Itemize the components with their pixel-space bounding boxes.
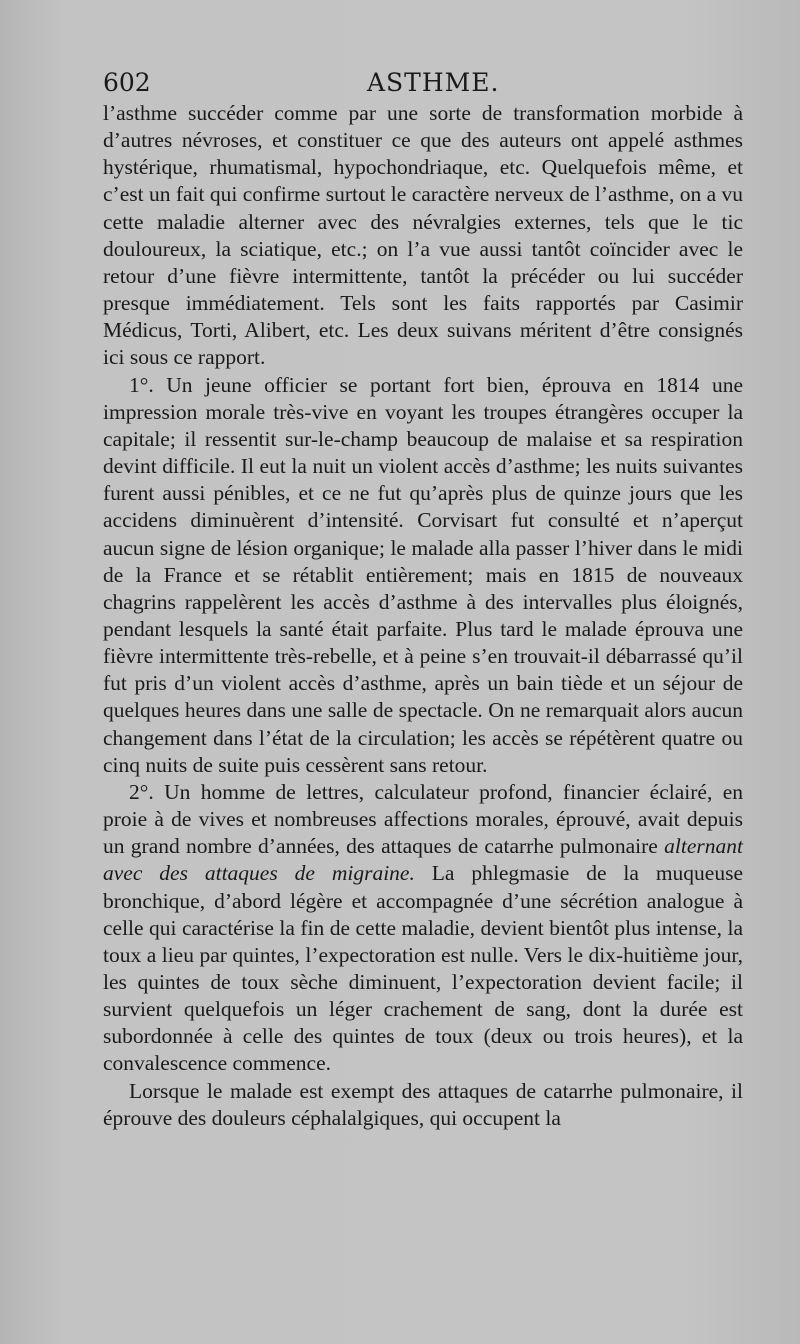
- running-title: ASTHME.: [367, 68, 500, 97]
- case-text-end: La phlegmasie de la muqueuse bronchique, d’abord légère et accompagnée d’une sécrétion analogue à celle qui caractérise la fin de cette maladie, devient bientôt plus intense, la toux a lieu par quintes, l’expectoration est nulle. Vers le dix-huitième jour, les quintes de toux sèche diminuent, l’expectoration devient facile; il survient quelquefois un léger crachement de sang, dont la durée est subordonnée à celle des quintes de toux (deux ou trois heures), et la convalescence commence.: [103, 861, 744, 1076]
- paragraph-case-man-of-letters: [103, 779, 743, 1078]
- case-text-start: 2°. Un homme de lettres, calculateur profond, financier éclairé, en proie à de vives et nombreuses affections morales, éprouvé, avait depuis un grand nombre d’années, des attaques de catarrhe pulmonaire: [103, 779, 743, 859]
- case-emphasis: alternant avec des attaques de migraine.: [103, 834, 743, 886]
- body-text: [103, 100, 743, 1132]
- paragraph-asthma-transformation: l’asthme succéder comme par une sorte de transformation morbide à d’autres névroses, et constituer ce que des auteurs ont appelé asthmes hystérique, rhumatismal, hypochondriaque, etc. Quelquefois même, et c’est un fait qui confirme surtout le caractère nerveux de l’asthme, on a vu cette maladie alterner avec des névralgies externes, tels que le tic douloureux, la sciatique, etc.; on l’a vue aussi tantôt coïncider avec le retour d’une fièvre intermittente, tantôt la précéder ou lui succéder presque immédiatement. Tels sont les faits rapportés par Casimir Médicus, Torti, Alibert, etc. Les deux suivans méritent d’être consignés ici sous ce rapport.: [103, 101, 743, 370]
- paragraph-headache: Lorsque le malade est exempt des attaques de catarrhe pulmonaire, il éprouve des douleurs céphalalgiques, qui occupent la: [103, 1078, 743, 1130]
- page-number: 602: [103, 68, 151, 97]
- paragraph-case-officer: 1°. Un jeune officier se portant fort bien, éprouva en 1814 une impression morale très-vive en voyant les troupes étrangères occuper la capitale; il ressentit sur-le-champ beaucoup de malaise et sa respiration devint difficile. Il eut la nuit un violent accès d’asthme; les nuits suivantes furent aussi pénibles, et ce ne fut qu’après plus de quinze jours que les accidens diminuèrent d’intensité. Corvisart fut consulté et n’aperçut aucun signe de lésion organique; le malade alla passer l’hiver dans le midi de la France et se rétablit entièrement; mais en 1815 de nouveaux chagrins rappelèrent les accès d’asthme à des intervalles plus éloignés, pendant lesquels la santé était parfaite. Plus tard le malade éprouva une fièvre intermittente très-rebelle, et à peine s’en trouvait-il débarrassé qu’il fut pris d’un violent accès d’asthme, après un bain tiède et un séjour de quelques heures dans une salle de spectacle. On ne remarquait alors aucun changement dans l’état de la circulation; les accès se répétèrent quatre ou cinq nuits de suite puis cessèrent sans retour.: [103, 372, 743, 777]
- page-header: [103, 64, 743, 100]
